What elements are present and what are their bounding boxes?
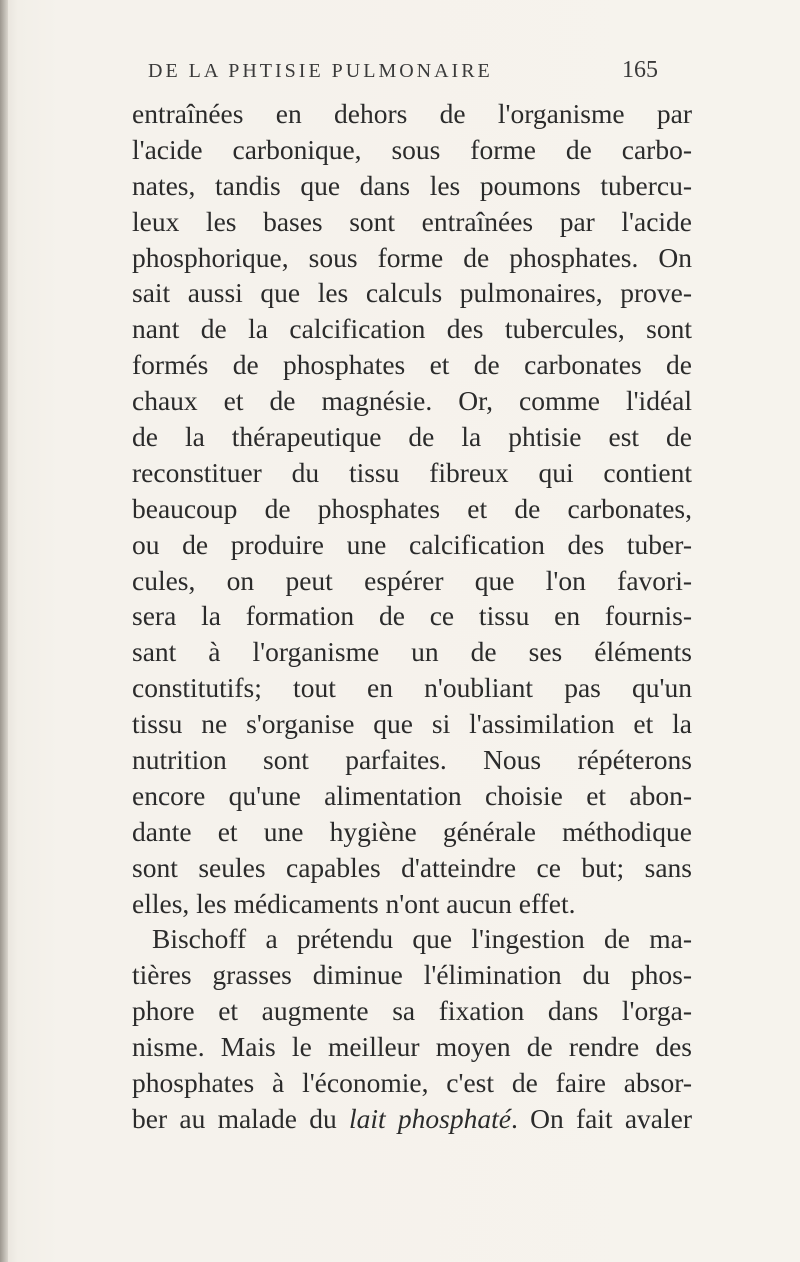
page-number: 165 — [622, 57, 658, 83]
text-line: phosphates à l'économie, c'est de faire absor- — [132, 1067, 692, 1099]
text-line: tières grasses diminue l'élimination du phos- — [132, 959, 692, 991]
text-line: elles, les médicaments n'ont aucun effet. — [132, 887, 576, 919]
text-line: l'acide carbonique, sous forme de carbo- — [132, 133, 692, 165]
text-line: formés de phosphates et de carbonates de — [132, 349, 692, 381]
book-spine-shadow — [0, 0, 8, 1262]
text-line-final — [132, 1101, 692, 1137]
text-line: beaucoup de phosphates et de carbonates, — [132, 492, 692, 524]
text-line: phore et augmente sa fixation dans l'orga- — [132, 995, 692, 1027]
text-line: nutrition sont parfaites. Nous répéterons — [132, 744, 692, 776]
text-line: phosphorique, sous forme de phosphates. On — [132, 241, 692, 273]
text-line: chaux et de magnésie. Or, comme l'idéal — [132, 385, 692, 417]
text-line: sait aussi que les calculs pulmonaires, prove- — [132, 277, 692, 309]
text-line: sant à l'organisme un de ses éléments — [132, 636, 692, 668]
italic-term: lait phosphaté — [348, 1102, 511, 1134]
text-line: nant de la calcification des tubercules, sont — [132, 313, 692, 345]
text-line: dante et une hygiène générale méthodique — [132, 815, 692, 847]
text-line: Bischoff a prétendu que l'ingestion de ma- — [152, 923, 692, 955]
text-line: leux les bases sont entraînées par l'acide — [132, 205, 692, 237]
text-line: ou de produire une calcification des tuber- — [132, 528, 692, 560]
running-title: DE LA PHTISIE PULMONAIRE — [148, 60, 493, 82]
page-header — [148, 57, 658, 90]
body-text — [132, 96, 692, 1137]
text-segment: ber au malade du — [132, 1102, 349, 1134]
text-line: reconstituer du tissu fibreux qui contient — [132, 456, 692, 488]
text-line: tissu ne s'organise que si l'assimilation et la — [132, 708, 692, 740]
text-line: entraînées en dehors de l'organisme par — [132, 98, 692, 129]
text-line: encore qu'une alimentation choisie et abon- — [132, 779, 692, 811]
text-line: sont seules capables d'atteindre ce but; sans — [132, 851, 692, 883]
text-line: constitutifs; tout en n'oubliant pas qu'un — [132, 672, 692, 704]
text-line: cules, on peut espérer que l'on favori- — [132, 564, 692, 596]
text-line: de la thérapeutique de la phtisie est de — [132, 421, 692, 453]
text-line: sera la formation de ce tissu en fournis- — [132, 600, 692, 632]
text-line: nates, tandis que dans les poumons tubercu- — [132, 169, 692, 201]
text-line: nisme. Mais le meilleur moyen de rendre des — [132, 1031, 692, 1063]
text-segment: . On fait avaler — [510, 1102, 692, 1134]
